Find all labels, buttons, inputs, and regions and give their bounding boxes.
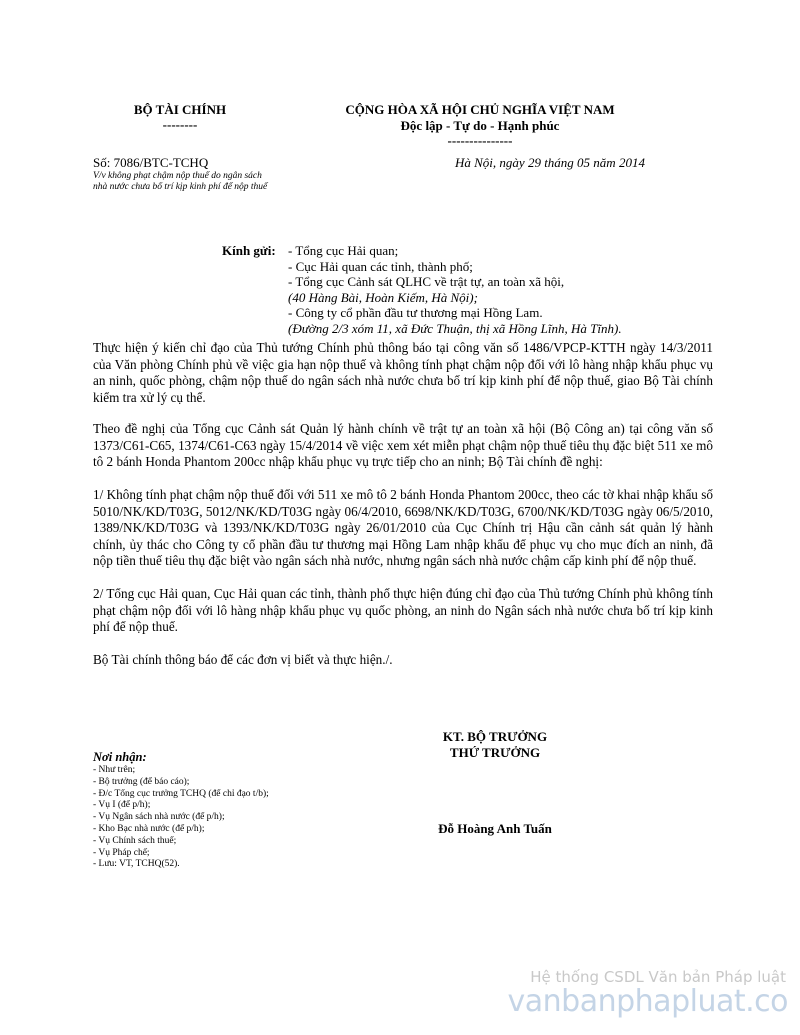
receiver-item: - Vụ I (để p/h);	[93, 800, 151, 811]
body-paragraph-3: 1/ Không tính phạt chậm nộp thuế đối với 511 xe mô tô 2 bánh Honda Phantom 200cc, theo các tờ khai nhập khẩu số 5010/NK/KD/T03G, 5012/NK/KD/T03G ngày 06/4/2010, 6698/NK/KD/T03G, 6700/NK/KD/T03G ngày 06/5/2010, 1389/NK/KD/T03G và 1393/NK/KD/T03G ngày 26/01/2010 của Cục Chính trị Hậu cần cảnh sát quản lý hành chính, ủy thác cho Công ty cổ phần đầu tư thương mại Hồng Lam nhập khẩu để phục vụ cho mục đích an ninh, đã nộp tiền thuế tiêu thụ đặc biệt vào ngân sách nhà nước, nhưng ngân sách nhà nước chậm cấp kinh phí để nộp thuế.	[93, 487, 713, 568]
receiver-item: - Đ/c Tổng cục trưởng TCHQ (để chỉ đạo t/b);	[93, 788, 269, 799]
body-paragraph-1: Thực hiện ý kiến chỉ đạo của Thủ tướng Chính phủ thông báo tại công văn số 1486/VPCP-KTTH ngày 14/3/2011 của Văn phòng Chính phủ về việc gia hạn nộp thuế và không tính phạt chậm nộp đối với lô hàng nhập khẩu phục vụ an ninh, quốc phòng, chậm nộp thuế do ngân sách nhà nước chưa bố trí kịp kinh phí để nộp thuế, giao Bộ Tài chính kiểm tra xử lý cụ thể.	[93, 340, 713, 405]
receivers-label: Nơi nhận:	[93, 750, 147, 764]
body-paragraph-5: Bộ Tài chính thông báo để các đơn vị biết và thực hiện./.	[93, 652, 393, 667]
recipient-line: (Đường 2/3 xóm 11, xã Đức Thuận, thị xã Hồng Lĩnh, Hà Tĩnh).	[288, 320, 622, 336]
body-paragraph-4: 2/ Tổng cục Hải quan, Cục Hải quan các tỉnh, thành phố thực hiện đúng chỉ đạo của Thủ tướng Chính phủ không tính phạt chậm nộp đối với lô hàng nhập khẩu phục vụ quốc phòng, an ninh do Ngân sách nhà nước chưa bố trí kịp kinh phí để nộp thuế.	[93, 586, 713, 634]
subject-line-1: V/v không phạt chậm nộp thuế do ngân sách	[93, 171, 262, 181]
signer-name: Đỗ Hoàng Anh Tuấn	[438, 821, 552, 836]
recipient-line: - Tổng cục Hải quan;	[288, 243, 399, 258]
motto-rule: ---------------	[447, 133, 513, 148]
receiver-item: - Vụ Chính sách thuế;	[93, 835, 177, 846]
receiver-item: - Vụ Pháp chế;	[93, 847, 150, 858]
receiver-item: - Kho Bạc nhà nước (để p/h);	[93, 823, 205, 834]
body-paragraph-2: Theo đề nghị của Tổng cục Cảnh sát Quản lý hành chính về trật tự an toàn xã hội (Bộ Công an) tại công văn số 1373/C61-C65, 1374/C61-C63 ngày 15/4/2014 về việc xem xét miễn phạt chậm nộp thuế tiêu thụ đặc biệt 511 xe mô tô 2 bánh Honda Phantom 200cc nhập khẩu phục vụ trực tiếp cho an ninh; Bộ Tài chính đề nghị:	[93, 421, 713, 469]
receiver-item: - Bộ trưởng (để báo cáo);	[93, 776, 190, 787]
nation-title: CỘNG HÒA XÃ HỘI CHỦ NGHĨA VIỆT NAM	[345, 102, 615, 117]
document-number: Số: 7086/BTC-TCHQ	[93, 155, 209, 170]
motto: Độc lập - Tự do - Hạnh phúc	[400, 118, 560, 133]
place-date: Hà Nội, ngày 29 tháng 05 năm 2014	[455, 155, 645, 170]
receivers-list	[93, 765, 269, 871]
recipient-line: - Tổng cục Cảnh sát QLHC về trật tự, an toàn xã hội,	[288, 274, 565, 289]
recipient-line: (40 Hàng Bài, Hoàn Kiếm, Hà Nội);	[288, 289, 478, 305]
signature-title-1: KT. BỘ TRƯỞNG	[442, 729, 548, 744]
watermark-line-2: vanbanphapluat.co	[507, 984, 788, 1019]
recipients-label: Kính gửi:	[222, 243, 276, 258]
receiver-item: - Lưu: VT, TCHQ(52).	[93, 859, 180, 870]
recipient-line: - Công ty cổ phần đầu tư thương mại Hồng Lam.	[288, 305, 543, 320]
signature-title-2: THỨ TRƯỞNG	[449, 745, 541, 760]
watermark-line-1: Hệ thống CSDL Văn bản Pháp luật	[530, 968, 786, 986]
receiver-item: - Vụ Ngân sách nhà nước (để p/h);	[93, 812, 225, 823]
ministry-name: BỘ TÀI CHÍNH	[133, 102, 227, 117]
subject-line-2: nhà nước chưa bố trí kịp kinh phí để nộp thuế	[93, 182, 268, 192]
recipient-line: - Cục Hải quan các tỉnh, thành phố;	[288, 258, 473, 274]
recipients-list	[288, 243, 622, 336]
ministry-rule: --------	[162, 117, 198, 132]
receiver-item: - Như trên;	[93, 765, 136, 775]
